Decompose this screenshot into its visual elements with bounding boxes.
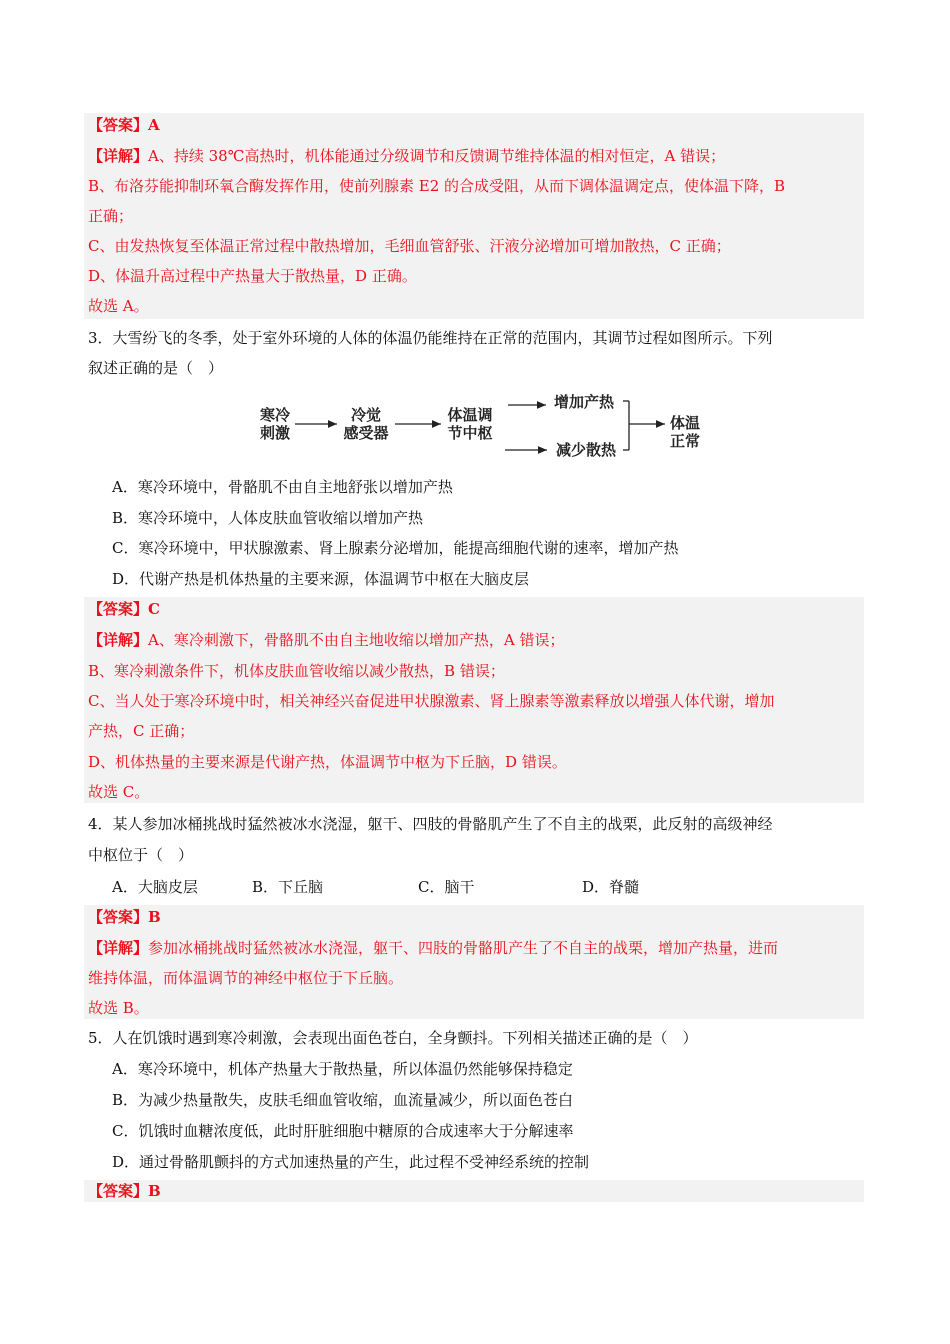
option-b: B．为减少热量散失，皮肤毛细血管收缩，血流量减少，所以面色苍白 [112,1091,574,1109]
option-b: B．下丘脑 [252,878,324,896]
detail-line: 正确； [88,207,134,225]
answer-label: 【答案】A [88,116,160,134]
option-b: B．寒冷环境中，人体皮肤血管收缩以增加产热 [112,509,424,527]
option-d: D．脊髓 [582,878,640,896]
question-stem: 叙述正确的是（ ） [88,359,224,377]
answer-box-q5 [84,1180,864,1202]
thermoregulation-diagram [255,392,705,464]
node-text: 冷觉 [350,406,381,424]
option-c: C．饥饿时血糖浓度低，此时肝脏细胞中糖原的合成速率大于分解速率 [112,1122,574,1140]
option-d: D．代谢产热是机体热量的主要来源，体温调节中枢在大脑皮层 [112,570,530,588]
option-a: A．寒冷环境中，机体产热量大于散热量，所以体温仍然能够保持稳定 [112,1060,573,1078]
answer-label: 【答案】B [88,1182,161,1200]
option-d: D．通过骨骼肌颤抖的方式加速热量的产生，此过程不受神经系统的控制 [112,1153,590,1171]
detail-text: A、持续 38℃高热时，机体能通过分级调节和反馈调节维持体温的相对恒定，A 错误； [148,147,726,165]
detail-line: C、当人处于寒冷环境中时，相关神经兴奋促进甲状腺激素、肾上腺素等激素释放以增强人体代谢，增加 [88,692,775,710]
conclusion: 故选 A。 [88,297,149,315]
node-text: 体温调 [447,406,493,424]
detail-tag: 【详解】 [88,631,149,649]
detail-line: 维持体温，而体温调节的神经中枢位于下丘脑。 [88,969,404,987]
node-normal-temperature [667,414,703,450]
node-text: 体温 [669,414,700,432]
detail-line: B、寒冷刺激条件下，机体皮肤血管收缩以减少散热，B 错误； [88,662,505,680]
node-reduce-heat-loss: 减少散热 [555,441,616,459]
option-c: C．寒冷环境中，甲状腺激素、肾上腺素分泌增加，能提高细胞代谢的速率，增加产热 [112,539,679,557]
detail-text: 参加冰桶挑战时猛然被冰水浇湿，躯干、四肢的骨骼肌产生了不自主的战栗，增加产热量，进而 [148,939,779,957]
detail-line: 产热，C 正确； [88,722,195,740]
detail-line: D、体温升高过程中产热量大于散热量，D 正确。 [88,267,417,285]
option-a: A．寒冷环境中，骨骼肌不由自主地舒张以增加产热 [112,478,453,496]
detail-tag: 【详解】 [88,147,149,165]
detail-line: C、由发热恢复至体温正常过程中散热增加，毛细血管舒张、汗液分泌增加可增加散热，C 正确； [88,237,731,255]
detail-line [88,630,564,650]
node-thermoregulation-center [443,406,497,442]
detail-text: A、寒冷刺激下，骨骼肌不由自主地收缩以增加产热，A 错误； [148,631,565,649]
detail-line [88,146,725,166]
detail-tag: 【详解】 [88,939,149,957]
node-text: 刺激 [259,424,290,442]
node-text: 正常 [669,432,700,450]
node-text: 节中枢 [447,424,493,442]
node-text: 感受器 [343,424,389,442]
answer-box-q4 [84,905,864,1019]
detail-line [88,938,778,958]
answer-label: 【答案】C [88,600,160,618]
conclusion: 故选 C。 [88,783,150,801]
detail-line: B、布洛芬能抑制环氧合酶发挥作用，使前列腺素 E2 的合成受阻，从而下调体温调定点，使体温下降，B [88,177,786,195]
question-stem: 中枢位于（ ） [88,846,194,864]
answer-box-q2 [84,113,864,319]
question-stem: 5．人在饥饿时遇到寒冷刺激，会表现出面色苍白，全身颤抖。下列相关描述正确的是（ ） [88,1029,698,1047]
detail-line: D、机体热量的主要来源是代谢产热，体温调节中枢为下丘脑，D 错误。 [88,753,567,771]
option-a: A．大脑皮层 [112,878,198,896]
node-increase-heat-production: 增加产热 [553,393,614,411]
question-stem: 3．大雪纷飞的冬季，处于室外环境的人体的体温仍能维持在正常的范围内，其调节过程如图所示。下列 [88,329,773,347]
question-stem: 4．某人参加冰桶挑战时猛然被冰水浇湿，躯干、四肢的骨骼肌产生了不自主的战栗，此反射的高级神经 [88,815,773,833]
node-cold-stimulus [255,406,295,442]
answer-label: 【答案】B [88,908,161,926]
node-cold-receptor [339,406,393,442]
node-text: 寒冷 [259,406,290,424]
conclusion: 故选 B。 [88,999,149,1017]
option-c: C．脑干 [418,878,475,896]
